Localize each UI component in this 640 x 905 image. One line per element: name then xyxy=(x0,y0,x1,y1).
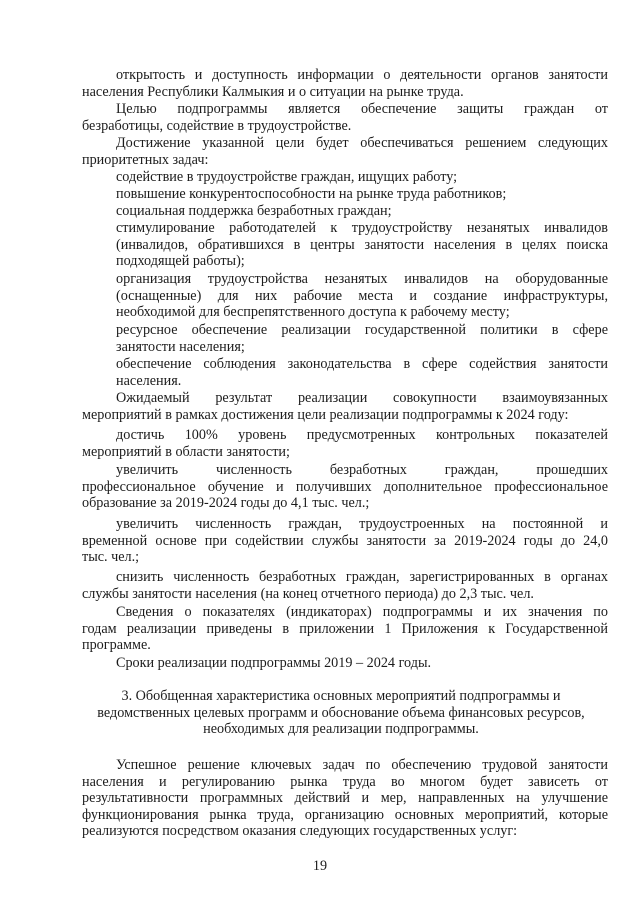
paragraph-tasks-intro xyxy=(82,135,608,168)
text-line: открытость и доступность информации о деятельности органов занятости xyxy=(116,67,608,83)
heading-line: необходимых для реализации подпрограммы. xyxy=(203,721,479,738)
text-line: мероприятий в рамках достижения цели реализации подпрограммы к 2024 году: xyxy=(82,406,569,423)
text-line: социальная поддержка безработных граждан; xyxy=(116,203,392,219)
text-line: ресурсное обеспечение реализации государственной политики в сфере xyxy=(116,322,608,338)
task-item-employment xyxy=(116,169,608,186)
paragraph-expected-result xyxy=(82,390,608,423)
task-item-social-support xyxy=(116,203,608,220)
text-line: населения и регулированию рынка труда во многом будет зависеть от xyxy=(82,773,608,790)
page-number: 19 xyxy=(312,858,328,874)
task-item-competitiveness xyxy=(116,186,608,203)
text-line: безработицы, содействие в трудоустройстве. xyxy=(82,117,352,134)
text-line: Целью подпрограммы является обеспечение защиты граждан от xyxy=(116,101,608,117)
text-line: занятости населения; xyxy=(116,338,245,355)
text-line: стимулирование работодателей к трудоустройству незанятых инвалидов xyxy=(116,220,608,236)
text-line: годам реализации приведены в приложении 1 Приложения к Государственной xyxy=(82,620,608,637)
result-item-employed xyxy=(82,516,608,566)
text-line: населения. xyxy=(116,372,182,389)
heading-line: 3. Обобщенная характеристика основных мероприятий подпрограммы и xyxy=(121,688,561,704)
result-item-unemployed xyxy=(82,569,608,602)
text-line: результативности программных действий и мер, направленных на улучшение xyxy=(82,790,608,807)
text-line: приоритетных задач: xyxy=(82,151,209,168)
text-line: временной основе при содействии службы занятости за 2019-2024 годы до 24,0 xyxy=(82,532,608,549)
paragraph-timeline xyxy=(82,655,608,672)
text-line: увеличить численность граждан, трудоустроенных на постоянной и xyxy=(116,516,608,532)
text-line: обеспечение соблюдения законодательства в сфере содействия занятости xyxy=(116,356,608,372)
task-item-disabled-workplaces xyxy=(116,271,608,321)
text-line: Сроки реализации подпрограммы 2019 – 2024 годы. xyxy=(116,655,432,671)
paragraph-goal xyxy=(82,101,608,134)
text-line: населения Республики Калмыкия и о ситуации на рынке труда. xyxy=(82,83,464,100)
text-line: образование за 2019-2024 годы до 4,1 тыс. чел.; xyxy=(82,495,370,512)
text-line: снизить численность безработных граждан, зарегистрированных в органах xyxy=(116,569,608,585)
text-line: функционирования рынка труда, организацию основных мероприятий, которые xyxy=(82,806,608,823)
result-item-training xyxy=(82,462,608,512)
text-line: организация трудоустройства незанятых инвалидов на оборудованные xyxy=(116,271,608,287)
text-line: Сведения о показателях (индикаторах) подпрограммы и их значения по xyxy=(116,604,608,620)
text-line: достичь 100% уровень предусмотренных контрольных показателей xyxy=(116,427,608,443)
text-line: мероприятий в области занятости; xyxy=(82,443,290,460)
text-line: содействие в трудоустройстве граждан, ищущих работу; xyxy=(116,169,458,185)
text-line: Достижение указанной цели будет обеспечиваться решением следующих xyxy=(116,135,608,151)
task-item-resource-support xyxy=(116,322,608,355)
paragraph-indicators-info xyxy=(82,604,608,654)
text-line: реализуются посредством оказания следующих государственных услуг: xyxy=(82,823,518,840)
text-line: службы занятости населения (на конец отчетного периода) до 2,3 тыс. чел. xyxy=(82,585,534,602)
paragraph-key-tasks xyxy=(82,757,608,840)
text-line: необходимой для беспрепятственного доступа к рабочему месту; xyxy=(116,304,510,321)
text-line: тыс. чел.; xyxy=(82,549,140,566)
text-line: повышение конкурентоспособности на рынке труда работников; xyxy=(116,186,507,202)
text-line: Успешное решение ключевых задач по обеспечению трудовой занятости xyxy=(116,757,608,773)
text-line: подходящей работы); xyxy=(116,253,245,270)
text-line: (оснащенные) для них рабочие места и создание инфраструктуры, xyxy=(116,287,608,304)
result-item-indicators xyxy=(82,427,608,460)
text-line: (инвалидов, обратившихся в центры занятости населения в целях поиска xyxy=(116,236,608,253)
heading-line: ведомственных целевых программ и обоснование объема финансовых ресурсов, xyxy=(97,704,585,721)
text-line: увеличить численность безработных граждан, прошедших xyxy=(116,462,608,478)
paragraph-openness xyxy=(82,67,608,100)
task-item-employer-incentive xyxy=(116,220,608,270)
text-line: профессиональное обучение и получивших дополнительное профессиональное xyxy=(82,478,608,495)
task-item-legislation xyxy=(116,356,608,389)
text-line: Ожидаемый результат реализации совокупности взаимоувязанных xyxy=(116,390,608,406)
text-line: программе. xyxy=(82,637,151,654)
section-heading xyxy=(74,688,608,738)
